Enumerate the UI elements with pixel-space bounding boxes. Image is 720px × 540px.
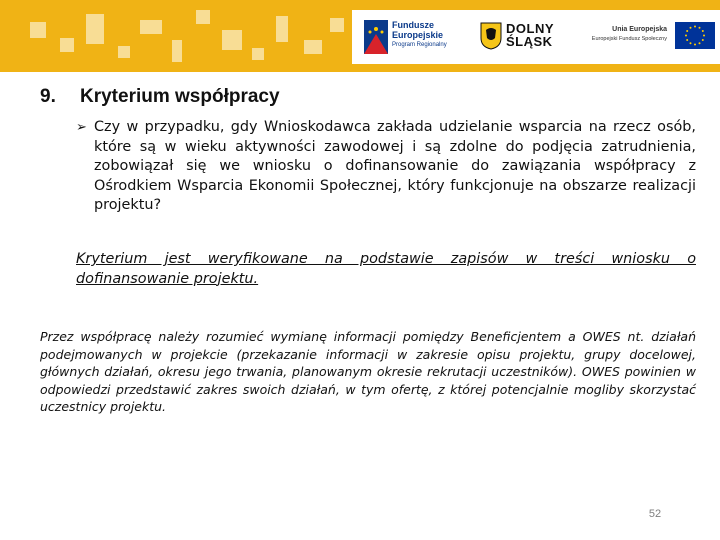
banner-decoration [330,18,344,32]
banner-decoration [196,10,210,24]
section-number: 9. [40,86,56,107]
unia-line2: Europejski Fundusz Społeczny [591,36,667,42]
fundusze-line1: Fundusze [392,20,434,30]
fundusze-europejskie-logo [364,18,474,58]
page-number: 52 [648,508,662,520]
banner-decoration [222,30,242,50]
cooperation-definition: Przez współpracę należy rozumieć wymianę informacji pomiędzy Beneficjentem a OWES nt. działań podejmowanych w projekcie (przekazanie informacji w zakresie opisu projektu, grupy docelowej, głównych działań, okresu jego trwania, planowanym okresie rekrutacji uczestników). OWES powinien w odpowiedzi przedstawić zakres swoich działań, w tym ofertę, z której potencjalnie mogliby skorzystać uczestnicy projektu. [40,329,696,414]
banner-decoration [252,48,264,60]
banner-decoration [276,16,288,42]
question-text: Czy w przypadku, gdy Wnioskodawca zakłada udzielanie wsparcia na rzecz osób, które są w wieku aktywności zawodowej i są zdolne do podjęcia zatrudnienia, zobowiązał się we wniosku o dofinansowanie do zawiązania współpracy z Ośrodkiem Wsparcia Ekonomii Społecznej, który funkcjonuje na obszarze realizacji projektu? [94,119,696,213]
arrow-bullet-icon: ➢ [76,120,87,135]
fundusze-europejskie-icon [364,20,388,54]
criterion-question [76,118,696,216]
criterion-verification-note: Kryterium jest weryfikowane na podstawie zapisów w treści wniosku o dofinansowanie projektu. [76,251,696,287]
unia-line1: Unia Europejska [612,26,667,33]
banner-decoration [60,38,74,52]
unia-europejska-logo [590,22,715,54]
eagle-shield-icon [480,22,502,50]
eu-flag-icon [675,22,715,49]
logo-strip [352,10,720,64]
banner-decoration [304,40,322,54]
header-banner [0,0,720,72]
banner-decoration [30,22,46,38]
banner-decoration [86,14,104,44]
banner-decoration [118,46,130,58]
fundusze-line2: Europejskie [392,30,444,40]
slide-title: Kryterium współpracy [80,86,280,107]
dolny-slask-line1: DOLNY [506,21,554,36]
banner-decoration [140,20,162,34]
fundusze-line3: Program Regionalny [392,42,447,48]
banner-decoration [172,40,182,62]
dolny-slask-line2: ŚLĄSK [506,34,553,49]
slide-heading [40,86,280,108]
dolny-slask-logo [480,18,560,58]
